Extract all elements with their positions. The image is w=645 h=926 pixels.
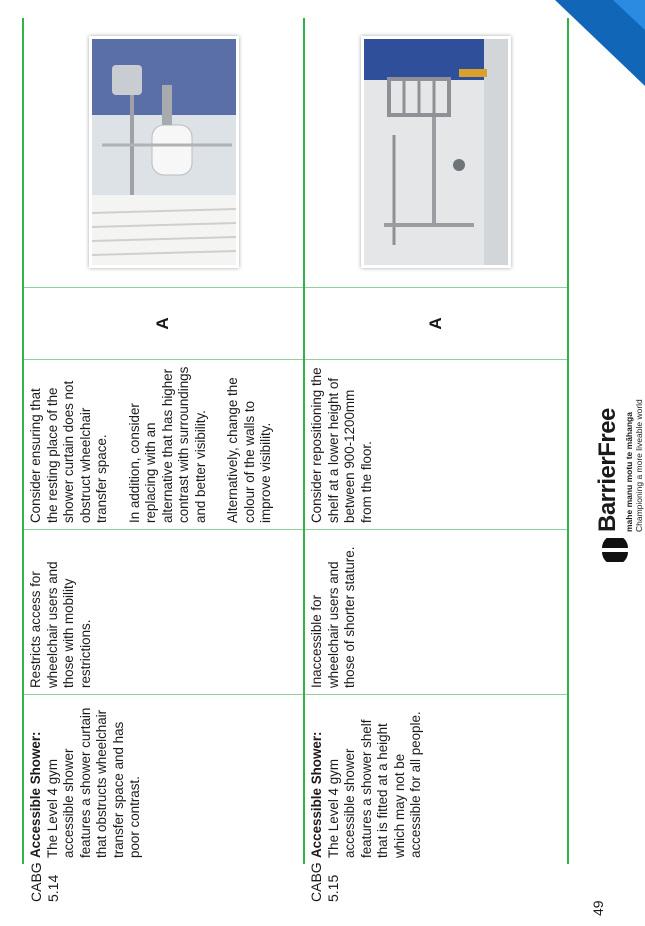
barrierfree-logo bbox=[592, 382, 644, 562]
impact-text: Inaccessible for wheelchair users and those of shorter stature. bbox=[309, 546, 357, 688]
impact-cell bbox=[305, 529, 567, 694]
recommendation-text: In addition, consider replacing with an alternative that has higher contrast with surroundings and better visibility. bbox=[126, 366, 208, 523]
logo-brand: BarrierFree bbox=[594, 408, 621, 532]
issue-text: The Level 4 gym accessible shower features a shower curtain that obstructs wheelchair transfer space and has poor contrast. bbox=[44, 707, 142, 858]
priority-cell bbox=[24, 287, 303, 359]
recommendation-cell bbox=[305, 359, 567, 529]
row-id: CABG 5.14 bbox=[28, 862, 61, 902]
page-number: 49 bbox=[590, 900, 606, 916]
photo-cell bbox=[305, 18, 567, 287]
issue-title: Accessible Shower: bbox=[28, 731, 43, 858]
logo-mark-icon bbox=[600, 538, 630, 562]
row-id: CABG 5.15 bbox=[308, 862, 341, 902]
issue-cell bbox=[24, 694, 303, 864]
recommendation-cell bbox=[24, 359, 303, 529]
priority-cell bbox=[305, 287, 567, 359]
table-row bbox=[305, 18, 567, 864]
issue-text: The Level 4 gym accessible shower features a shower shelf that is fitted at a height which may not be accessible for all people. bbox=[325, 711, 423, 858]
priority-label: A bbox=[425, 317, 445, 330]
impact-cell bbox=[24, 529, 303, 694]
logo-tagline: mahe manu motu te māhanga bbox=[624, 412, 634, 532]
recommendation-text: Alternatively, change the colour of the walls to improve visibility. bbox=[225, 377, 273, 523]
recommendation-text: Consider ensuring that the resting place of the shower curtain does not obstruct wheelchair transfer space. bbox=[28, 380, 109, 523]
logo-tagline: Championing a more liveable world bbox=[634, 399, 644, 532]
priority-label: A bbox=[153, 317, 173, 330]
issue-title: Accessible Shower: bbox=[309, 731, 324, 858]
shower-curtain-photo bbox=[89, 37, 239, 269]
photo-cell bbox=[24, 18, 303, 287]
recommendation-text: Consider repositioning the shelf at a lower height of between 900-1200mm from the floor. bbox=[309, 367, 374, 523]
shower-shelf-photo bbox=[361, 37, 511, 269]
impact-text: Restricts access for wheelchair users and those with mobility restrictions. bbox=[28, 561, 93, 688]
issue-cell bbox=[305, 694, 567, 864]
audit-table bbox=[22, 18, 569, 864]
table-row bbox=[24, 18, 305, 864]
